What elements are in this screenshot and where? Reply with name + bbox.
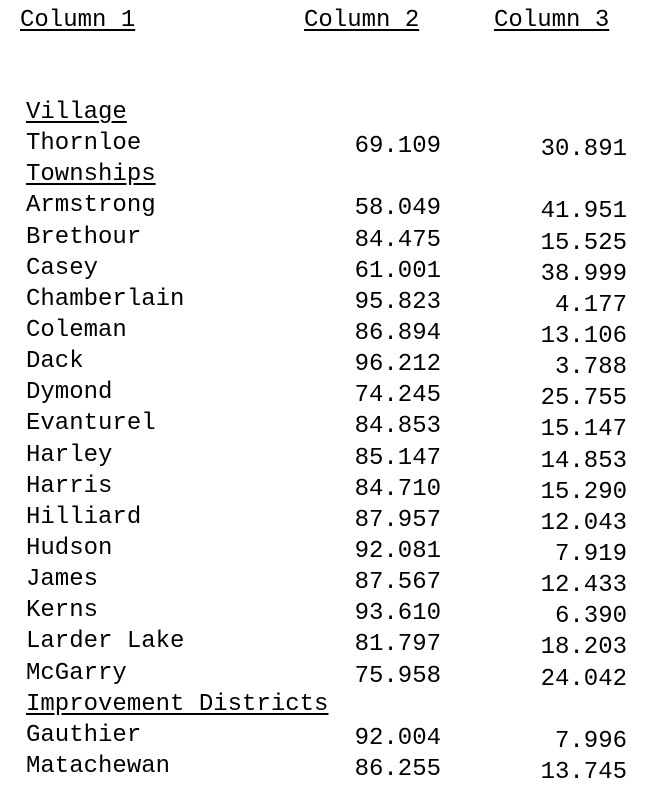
municipality-name: McGarry <box>26 659 127 687</box>
municipality-name: Dymond <box>26 379 113 407</box>
municipality-name: Harris <box>26 472 113 500</box>
section-heading: Village <box>26 99 127 126</box>
column-3-value: 12.043 <box>540 509 627 537</box>
section-heading-row <box>0 689 659 720</box>
table-row <box>0 626 659 662</box>
column-2-value: 96.212 <box>354 351 441 379</box>
municipality-name: Brethour <box>26 223 142 251</box>
table-row <box>0 408 659 444</box>
column-2-header: Column 2 <box>304 7 420 34</box>
municipality-name: Hudson <box>26 534 113 562</box>
table-row <box>0 564 659 600</box>
column-2-value: 75.958 <box>354 662 441 690</box>
municipality-name: Coleman <box>26 316 127 344</box>
table-row <box>0 720 659 755</box>
column-2-value: 81.797 <box>354 631 441 659</box>
municipality-name: Chamberlain <box>26 285 185 313</box>
column-3-value: 12.433 <box>540 572 627 600</box>
column-2-value: 95.823 <box>354 288 441 316</box>
section-heading: Townships <box>26 161 156 189</box>
section-heading-row <box>0 159 659 190</box>
municipality-name: Matachewan <box>26 752 171 780</box>
column-3-value: 13.106 <box>540 322 627 350</box>
table-row <box>0 253 659 288</box>
section-heading: Improvement Districts <box>26 690 329 718</box>
table-row <box>0 502 659 537</box>
table-row <box>0 284 659 319</box>
column-3-header: Column 3 <box>494 7 610 34</box>
column-2-value: 85.147 <box>354 444 441 472</box>
column-2-value: 93.610 <box>354 600 441 628</box>
column-3-value: 18.203 <box>540 634 627 662</box>
table-row <box>0 346 659 382</box>
table-row <box>0 315 659 350</box>
table-row <box>0 128 659 164</box>
municipality-name: Thornloe <box>26 130 142 158</box>
column-2-value: 92.004 <box>354 724 441 752</box>
column-2-value: 84.475 <box>354 226 441 254</box>
column-2-value: 69.109 <box>354 133 441 161</box>
column-3-value: 24.042 <box>540 665 627 693</box>
column-2-value: 86.894 <box>354 319 441 347</box>
column-2-value: 87.567 <box>354 569 441 597</box>
table-row <box>0 533 659 568</box>
column-2-value: 84.853 <box>354 413 441 441</box>
column-3-value: 30.891 <box>540 136 627 164</box>
column-2-value: 87.957 <box>354 506 441 534</box>
table-row <box>0 377 659 413</box>
column-1-header: Column 1 <box>20 7 136 34</box>
column-3-value: 25.755 <box>540 385 627 413</box>
table-row <box>0 190 659 226</box>
table-row <box>0 440 659 475</box>
column-2-value: 84.710 <box>354 475 441 503</box>
table-row <box>0 658 659 693</box>
column-3-value: 38.999 <box>540 260 627 288</box>
column-2-value: 58.049 <box>354 195 441 223</box>
column-3-value: 7.919 <box>554 540 627 568</box>
column-3-value: 15.147 <box>540 416 627 444</box>
municipality-name: Harley <box>26 441 113 469</box>
table-row <box>0 471 659 506</box>
column-2-value: 61.001 <box>354 257 441 285</box>
column-3-value: 41.951 <box>540 198 627 226</box>
column-3-value: 7.996 <box>554 727 627 755</box>
municipality-name: Larder Lake <box>26 628 185 656</box>
municipality-name: Armstrong <box>26 192 156 220</box>
table-row <box>0 222 659 257</box>
municipality-name: Casey <box>26 254 99 282</box>
column-3-value: 15.290 <box>540 478 627 506</box>
table-row <box>0 751 659 786</box>
column-2-value: 74.245 <box>354 382 441 410</box>
column-2-value: 92.081 <box>354 537 441 565</box>
municipality-name: Kerns <box>26 597 99 625</box>
column-3-value: 6.390 <box>554 603 627 631</box>
table-row <box>0 595 659 631</box>
column-3-value: 15.525 <box>540 229 627 257</box>
municipality-name: Dack <box>26 348 84 376</box>
municipality-name: Evanturel <box>26 410 156 438</box>
column-3-value: 13.745 <box>540 758 627 786</box>
column-3-value: 14.853 <box>540 447 627 475</box>
data-table <box>0 97 659 786</box>
column-3-value: 3.788 <box>554 354 627 382</box>
municipality-name: Gauthier <box>26 721 142 749</box>
section-heading-row <box>0 97 659 128</box>
municipality-name: James <box>26 566 99 594</box>
column-2-value: 86.255 <box>354 755 441 783</box>
column-3-value: 4.177 <box>554 291 627 319</box>
municipality-name: Hilliard <box>26 503 142 531</box>
